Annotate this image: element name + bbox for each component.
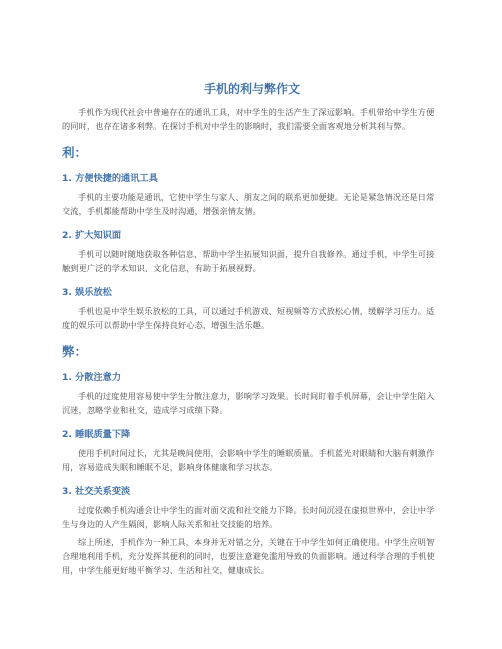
pros-heading: 利： <box>62 145 88 160</box>
cons-heading: 弊： <box>62 344 88 359</box>
con-2-text: 使用手机时间过长，尤其是晚间使用，会影响中学生的睡眠质量。手机蓝光对眼睛和大脑有刺激作用，容易造成失眠和睡眠不足，影响身体健康和学习状态。 <box>62 448 435 472</box>
conclusion-paragraph: 综上所述，手机作为一种工具，本身并无对错之分，关键在于中学生如何正确使用。中学生应明智合理地利用手机，充分发挥其便利的同时，也要注意避免滥用导致的负面影响。通过科学合理的手机使用，中学生能更好地平衡学习、生活和社交，健康成长。 <box>62 537 435 575</box>
con-1-heading: 1. 分散注意力 <box>62 372 122 383</box>
pro-3-heading: 3. 娱乐放松 <box>62 287 112 298</box>
pro-3-text: 手机也是中学生娱乐放松的工具，可以通过手机游戏、短视频等方式放松心情，缓解学习压力。适度的娱乐可以帮助中学生保持良好心态，增强生活乐趣。 <box>62 306 435 330</box>
con-2-heading: 2. 睡眠质量下降 <box>62 429 131 440</box>
document-page <box>62 80 442 577</box>
document-title: 手机的利与弊作文 <box>203 82 300 96</box>
con-1-text: 手机的过度使用容易使中学生分散注意力，影响学习效果。长时间盯着手机屏幕，会让中学生陷入沉迷，忽略学业和社交，造成学习成绩下降。 <box>62 391 435 415</box>
con-3-text: 过度依赖手机沟通会让中学生的面对面交流和社交能力下降。长时间沉浸在虚拟世界中，会让中学生与身边的人产生隔阂，影响人际关系和社交技能的培养。 <box>62 505 435 529</box>
con-3-heading: 3. 社交关系变淡 <box>62 486 131 497</box>
pro-2-heading: 2. 扩大知识面 <box>62 230 122 241</box>
pro-1-heading: 1. 方便快捷的通讯工具 <box>62 173 158 184</box>
intro-paragraph: 手机作为现代社会中普遍存在的通讯工具，对中学生的生活产生了深远影响。手机带给中学生方便的同时，也存在诸多利弊。在探讨手机对中学生的影响时，我们需要全面客观地分析其利与弊。 <box>62 107 435 131</box>
pro-1-text: 手机的主要功能是通讯，它使中学生与家人、朋友之间的联系更加便捷。无论是紧急情况还是日常交流，手机都能帮助中学生及时沟通，增强亲情友情。 <box>62 192 435 216</box>
pro-2-text: 手机可以随时随地获取各种信息，帮助中学生拓展知识面，提升自我修养。通过手机，中学生可接触到更广泛的学术知识、文化信息，有助于拓展视野。 <box>62 249 435 273</box>
